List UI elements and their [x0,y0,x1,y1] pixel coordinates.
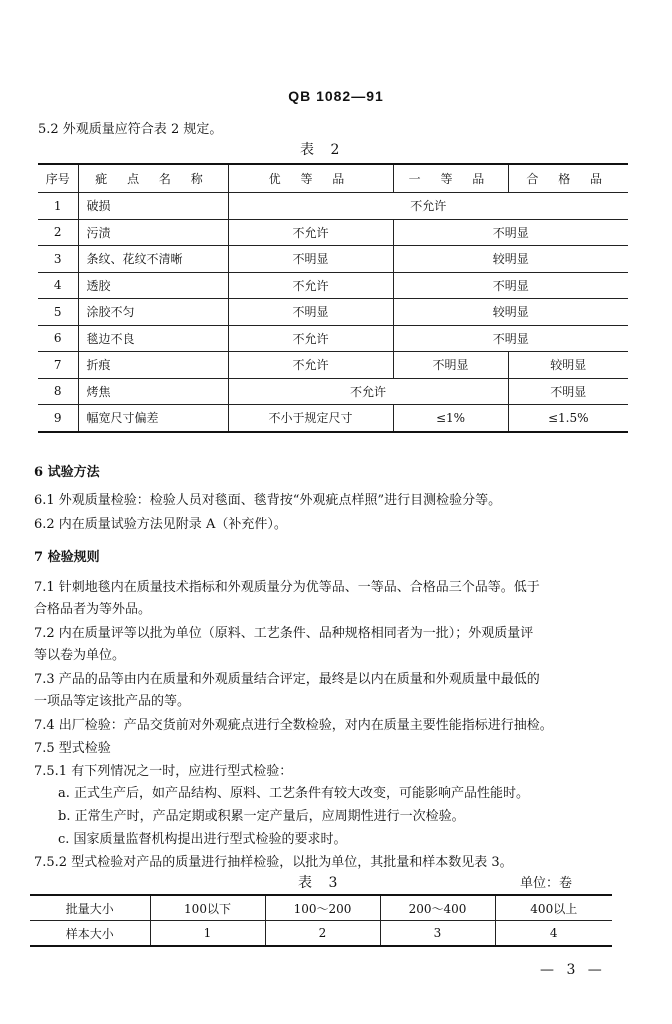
table-cell: 批量大小 [30,895,150,921]
row-number: 9 [38,405,78,432]
row-number: 7 [38,352,78,379]
section-7-title: 7 检验规则 [34,550,100,565]
table-row [38,193,628,220]
row-number: 6 [38,325,78,352]
defect-name: 幅宽尺寸偏差 [78,405,228,432]
defect-name: 条纹、花纹不清晰 [78,246,228,273]
header-cell: 一 等 品 [393,164,508,193]
clause-7-5: 7.5 型式检验 [34,741,111,756]
row-number: 1 [38,193,78,220]
clause-7-4: 7.4 出厂检验：产品交货前对外观疵点进行全数检验，对内在质量主要性能指标进行抽检。 [34,718,553,733]
clause-7-5-2: 7.5.2 型式检验对产品的质量进行抽样检验，以批为单位，其批量和样本数见表 3。 [34,855,513,870]
section-6-title: 6 试验方法 [34,465,100,480]
row-number: 4 [38,272,78,299]
row-number: 8 [38,378,78,405]
grade-cell: 较明显 [393,299,628,326]
clause-7-3-cont: 一项品等定该批产品的等。 [34,694,191,709]
defect-name: 烤焦 [78,378,228,405]
grade-cell: 不明显 [228,299,393,326]
table-row [38,352,628,379]
table-row [38,272,628,299]
grade-cell: 不明显 [393,352,508,379]
item-a: a. 正式生产后，如产品结构、原料、工艺条件有较大改变，可能影响产品性能时。 [58,786,530,801]
table-2-header-row [38,164,628,193]
clause-7-5-1: 7.5.1 有下列情况之一时，应进行型式检验： [34,764,293,779]
header-cell: 序号 [38,164,78,193]
clause-7-1-cont: 合格品者为等外品。 [34,602,152,617]
grade-cell: ≤1% [393,405,508,432]
grade-cell: 不允许 [228,219,393,246]
grade-cell: 较明显 [393,246,628,273]
table-row [30,895,612,921]
row-number: 2 [38,219,78,246]
grade-cell: ≤1.5% [508,405,628,432]
grade-cell: 不允许 [228,272,393,299]
row-number: 3 [38,246,78,273]
clause-6-2: 6.2 内在质量试验方法见附录 A（补充件）。 [34,517,287,532]
defect-name: 破损 [78,193,228,220]
grade-cell: 不允许 [228,193,628,220]
header-cell: 疵 点 名 称 [78,164,228,193]
table-row [38,405,628,432]
table-cell: 200～400 [380,895,495,921]
defect-name: 毯边不良 [78,325,228,352]
table-row [38,219,628,246]
clause-7-2-cont: 等以卷为单位。 [34,648,126,663]
header-cell: 合 格 品 [508,164,628,193]
table-3-unit: 单位：卷 [520,876,573,891]
clause-6-1: 6.1 外观质量检验：检验人员对毯面、毯背按“外观疵点样照”进行目测检验分等。 [34,493,502,508]
table-3 [30,894,612,947]
clause-7-2: 7.2 内在质量评等以批为单位（原料、工艺条件、品种规格相同者为一批）；外观质量评 [34,626,534,641]
defect-name: 污渍 [78,219,228,246]
table-3-caption: 表 3 [298,875,344,891]
table-2-caption: 表 2 [300,142,346,158]
grade-cell: 不明显 [228,246,393,273]
table-2 [38,163,628,433]
table-row [38,246,628,273]
table-cell: 3 [380,921,495,947]
grade-cell: 不小于规定尺寸 [228,405,393,432]
grade-cell: 较明显 [508,352,628,379]
table-cell: 100以下 [150,895,265,921]
grade-cell: 不明显 [508,378,628,405]
table-cell: 2 [265,921,380,947]
clause-5-2: 5.2 外观质量应符合表 2 规定。 [38,122,223,137]
clause-7-1: 7.1 针刺地毯内在质量技术指标和外观质量分为优等品、一等品、合格品三个品等。低于 [34,580,540,595]
defect-name: 折痕 [78,352,228,379]
header-cell: 优 等 品 [228,164,393,193]
grade-cell: 不允许 [228,352,393,379]
table-cell: 4 [495,921,612,947]
table-row [38,378,628,405]
grade-cell: 不明显 [393,272,628,299]
item-c: c. 国家质量监督机构提出进行型式检验的要求时。 [58,832,347,847]
defect-name: 涂胶不匀 [78,299,228,326]
table-cell: 1 [150,921,265,947]
defect-name: 透胶 [78,272,228,299]
page-number: — 3 — [540,962,606,978]
item-b: b. 正常生产时，产品定期或积累一定产量后，应周期性进行一次检验。 [58,809,465,824]
grade-cell: 不允许 [228,325,393,352]
table-cell: 样本大小 [30,921,150,947]
grade-cell: 不明显 [393,325,628,352]
table-row [30,921,612,947]
table-cell: 100～200 [265,895,380,921]
grade-cell: 不明显 [393,219,628,246]
table-row [38,325,628,352]
clause-7-3: 7.3 产品的品等由内在质量和外观质量结合评定，最终是以内在质量和外观质量中最低的 [34,672,540,687]
table-cell: 400以上 [495,895,612,921]
standard-number-header: QB 1082—91 [288,88,384,104]
table-row [38,299,628,326]
row-number: 5 [38,299,78,326]
grade-cell: 不允许 [228,378,508,405]
